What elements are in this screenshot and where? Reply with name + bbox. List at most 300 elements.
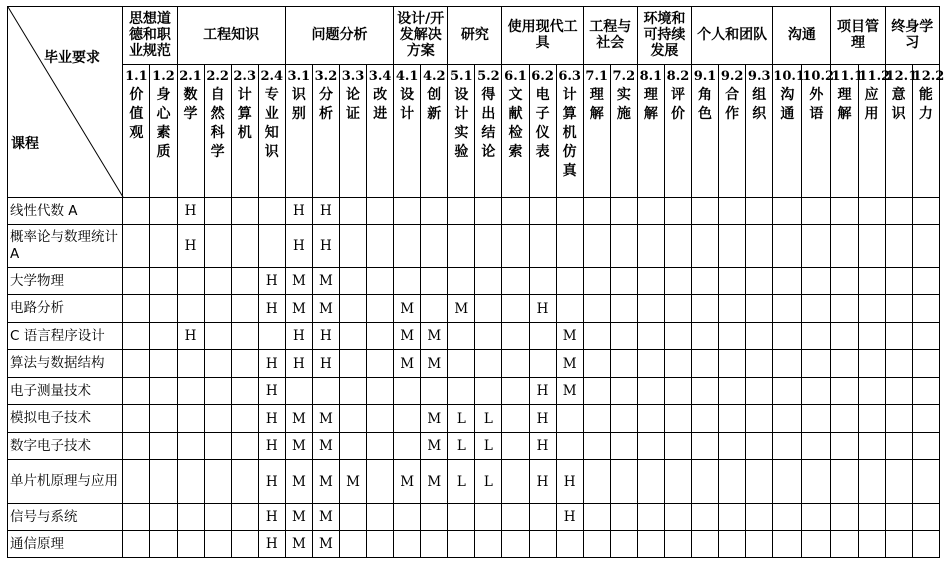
matrix-cell [177,504,204,531]
matrix-cell [692,378,719,405]
matrix-cell [773,350,802,378]
matrix-cell [475,225,502,268]
subcolumn-label: 设计实验 [454,86,469,160]
matrix-cell [719,460,746,504]
matrix-cell [448,225,475,268]
matrix-cell [204,531,231,558]
matrix-cell [367,378,394,405]
matrix-cell [858,295,885,323]
matrix-cell [529,504,556,531]
subcolumn-header [258,64,285,197]
matrix-cell [123,460,150,504]
matrix-cell [746,198,773,225]
matrix-cell [123,504,150,531]
matrix-cell: H [285,323,312,350]
matrix-cell [912,460,939,504]
subcolumn-number: 8.1 [639,68,663,84]
subcolumn-number: 7.2 [612,68,636,84]
matrix-cell [858,378,885,405]
matrix-cell [394,268,421,295]
matrix-cell [150,405,177,433]
matrix-cell [802,198,831,225]
subcolumn-header [367,64,394,197]
diagonal-line [8,7,123,197]
subcolumn-header [831,64,864,197]
table-row [8,350,940,378]
matrix-cell [802,460,831,504]
matrix-cell: M [421,433,448,460]
matrix-cell [831,268,858,295]
matrix-cell [773,378,802,405]
matrix-cell: H [312,350,339,378]
subcolumn-label: 识别 [291,86,306,122]
matrix-cell [692,295,719,323]
table-row [8,405,940,433]
matrix-cell [204,198,231,225]
matrix-cell: H [258,268,285,295]
subcolumn-label: 评价 [670,86,685,122]
matrix-cell [177,378,204,405]
matrix-cell [719,378,746,405]
matrix-cell: M [285,405,312,433]
matrix-cell [746,295,773,323]
matrix-cell [610,198,637,225]
matrix-cell [912,295,939,323]
matrix-cell [885,531,912,558]
matrix-cell: M [285,295,312,323]
matrix-cell [912,350,939,378]
subcolumn-label: 改进 [373,86,388,122]
matrix-cell [529,323,556,350]
matrix-cell [150,433,177,460]
matrix-cell: M [394,350,421,378]
matrix-cell [637,433,664,460]
matrix-cell [858,198,885,225]
matrix-cell [421,198,448,225]
matrix-cell [831,378,858,405]
matrix-cell [885,460,912,504]
matrix-cell [475,198,502,225]
subcolumn-header [610,64,637,197]
matrix-cell [692,225,719,268]
matrix-cell [529,268,556,295]
matrix-cell [831,460,858,504]
matrix-cell [692,350,719,378]
matrix-cell [556,268,583,295]
header-corner [8,7,123,198]
matrix-cell [123,268,150,295]
matrix-cell [204,460,231,504]
table-row [8,433,940,460]
matrix-cell [885,433,912,460]
subcolumn-label: 数学 [183,86,198,122]
matrix-cell [831,295,858,323]
matrix-cell [664,504,691,531]
matrix-cell [664,323,691,350]
matrix-cell [231,531,258,558]
matrix-cell: L [475,433,502,460]
matrix-cell [610,350,637,378]
subcolumn-number: 2.2 [206,68,229,84]
matrix-cell [502,323,529,350]
matrix-cell [150,198,177,225]
matrix-cell [858,268,885,295]
matrix-cell [502,350,529,378]
matrix-cell [204,225,231,268]
matrix-cell [123,198,150,225]
matrix-cell [339,198,366,225]
course-name: 通信原理 [8,531,123,558]
subcolumn-header [475,64,502,197]
matrix-cell [177,460,204,504]
matrix-cell [556,198,583,225]
matrix-cell: H [556,460,583,504]
matrix-cell [421,268,448,295]
subcolumn-header [231,64,258,197]
matrix-cell [583,433,610,460]
matrix-cell [421,378,448,405]
matrix-cell [610,405,637,433]
matrix-cell: L [475,405,502,433]
matrix-cell [637,295,664,323]
matrix-cell [339,225,366,268]
subcolumn-number: 5.1 [450,68,473,84]
subcolumn-number: 3.2 [314,68,338,84]
matrix-cell: H [177,225,204,268]
matrix-cell: H [312,198,339,225]
matrix-cell [583,460,610,504]
subcolumn-header [150,64,177,197]
matrix-cell [802,295,831,323]
subcolumn-label: 理解 [643,86,658,122]
matrix-cell [339,405,366,433]
matrix-cell [123,378,150,405]
matrix-cell [394,504,421,531]
matrix-cell [746,225,773,268]
matrix-cell [912,531,939,558]
matrix-cell: M [421,460,448,504]
matrix-cell [802,323,831,350]
matrix-cell: H [258,295,285,323]
matrix-cell [664,225,691,268]
matrix-cell [556,405,583,433]
matrix-cell [802,531,831,558]
subcolumn-header [339,64,366,197]
matrix-cell [912,378,939,405]
matrix-cell [367,460,394,504]
group-header: 项目管理 [831,7,885,65]
matrix-cell [339,295,366,323]
matrix-cell [858,405,885,433]
table-row [8,504,940,531]
matrix-cell [204,378,231,405]
matrix-cell: H [529,295,556,323]
matrix-cell: M [448,295,475,323]
matrix-cell [556,225,583,268]
matrix-cell [150,295,177,323]
course-name: 大学物理 [8,268,123,295]
matrix-cell [719,323,746,350]
matrix-cell [610,531,637,558]
matrix-cell [692,198,719,225]
matrix-cell: M [285,460,312,504]
matrix-cell [912,504,939,531]
subcolumn-header [556,64,583,197]
matrix-cell [858,433,885,460]
matrix-cell [773,433,802,460]
matrix-cell [150,268,177,295]
subcolumn-number: 12.1 [885,68,918,84]
group-header: 终身学习 [885,7,939,65]
matrix-cell: M [312,295,339,323]
matrix-cell [339,378,366,405]
matrix-cell [637,460,664,504]
subcolumn-label: 能力 [918,86,933,122]
matrix-cell [421,504,448,531]
matrix-cell: M [312,405,339,433]
matrix-cell [664,531,691,558]
subcolumn-label: 电子仪表 [535,86,550,160]
subcolumn-header [204,64,231,197]
matrix-cell [719,433,746,460]
subcolumn-header [692,64,719,197]
subcolumn-label: 分析 [318,86,333,122]
matrix-cell: M [312,504,339,531]
matrix-cell [150,225,177,268]
matrix-cell [831,433,858,460]
matrix-cell [692,323,719,350]
matrix-cell [204,268,231,295]
subcolumn-number: 6.3 [558,68,581,84]
matrix-cell [367,225,394,268]
matrix-cell [177,268,204,295]
group-header: 沟通 [773,7,831,65]
matrix-cell [231,433,258,460]
course-name: 模拟电子技术 [8,405,123,433]
matrix-cell [692,268,719,295]
matrix-cell [858,350,885,378]
matrix-cell: H [285,198,312,225]
matrix-cell [150,531,177,558]
matrix-cell [885,323,912,350]
subcolumn-label: 理解 [837,86,852,122]
subcolumn-header [583,64,610,197]
matrix-cell [637,225,664,268]
matrix-cell [773,323,802,350]
matrix-cell: H [556,504,583,531]
matrix-cell [610,225,637,268]
matrix-cell [583,225,610,268]
subcolumn-label: 意识 [891,86,906,122]
matrix-cell [802,405,831,433]
matrix-cell [773,460,802,504]
course-name: 单片机原理与应用 [8,460,123,504]
matrix-cell [802,504,831,531]
subcolumn-header [746,64,773,197]
matrix-cell [177,531,204,558]
matrix-cell [719,405,746,433]
matrix-cell [448,198,475,225]
matrix-cell: H [312,225,339,268]
matrix-cell [231,225,258,268]
subcolumn-label: 应用 [864,86,879,122]
matrix-cell [746,378,773,405]
matrix-cell [448,323,475,350]
matrix-cell [394,531,421,558]
matrix-cell [773,295,802,323]
group-header: 问题分析 [285,7,393,65]
matrix-cell [692,531,719,558]
matrix-cell [394,405,421,433]
matrix-cell [858,531,885,558]
matrix-cell: M [285,531,312,558]
matrix-cell [583,504,610,531]
matrix-cell [123,350,150,378]
matrix-cell [719,504,746,531]
matrix-cell: H [529,378,556,405]
course-name: 概率论与数理统计 A [8,225,123,268]
matrix-cell [637,378,664,405]
matrix-cell: H [258,350,285,378]
matrix-cell [610,433,637,460]
matrix-cell [885,378,912,405]
subcolumn-label: 角色 [698,86,713,122]
matrix-cell [150,323,177,350]
matrix-cell [502,378,529,405]
matrix-cell [502,295,529,323]
matrix-cell [231,268,258,295]
matrix-cell [556,433,583,460]
matrix-cell [123,323,150,350]
matrix-cell [204,350,231,378]
matrix-cell [664,433,691,460]
group-header: 使用现代工具 [502,7,583,65]
matrix-cell [204,504,231,531]
matrix-cell [285,378,312,405]
group-header: 设计/开发解决方案 [394,7,448,65]
matrix-cell [831,405,858,433]
matrix-cell [367,531,394,558]
matrix-cell [802,433,831,460]
matrix-cell [746,460,773,504]
matrix-cell [231,350,258,378]
subcolumn-number: 1.2 [152,68,175,84]
matrix-cell [123,225,150,268]
matrix-cell [502,433,529,460]
matrix-cell [123,433,150,460]
matrix-cell [258,198,285,225]
matrix-cell [746,433,773,460]
matrix-cell [502,460,529,504]
subcolumn-label: 外语 [809,86,824,122]
subcolumn-label: 实施 [616,86,631,122]
matrix-cell [664,268,691,295]
subcolumn-header [177,64,204,197]
matrix-cell: M [285,504,312,531]
matrix-cell: M [339,460,366,504]
subcolumn-label: 创新 [427,86,442,122]
matrix-cell [231,323,258,350]
matrix-cell [583,323,610,350]
subcolumn-label: 专业知识 [264,86,279,160]
matrix-cell [885,268,912,295]
matrix-cell: H [258,378,285,405]
matrix-cell [912,323,939,350]
matrix-cell [502,225,529,268]
subcolumn-header [664,64,691,197]
matrix-cell [637,350,664,378]
group-header: 工程与社会 [583,7,637,65]
subcolumn-label: 论证 [346,86,361,122]
matrix-cell: L [475,460,502,504]
matrix-cell [502,531,529,558]
subcolumn-header [885,64,918,197]
matrix-cell [339,268,366,295]
matrix-cell [637,405,664,433]
matrix-cell [583,198,610,225]
matrix-cell [885,295,912,323]
matrix-cell [583,378,610,405]
matrix-cell [773,504,802,531]
matrix-cell [746,350,773,378]
matrix-cell [637,268,664,295]
matrix-cell [664,295,691,323]
matrix-cell [529,531,556,558]
matrix-cell: H [285,350,312,378]
matrix-cell [637,531,664,558]
matrix-cell: M [312,433,339,460]
matrix-cell [123,295,150,323]
matrix-cell [912,225,939,268]
matrix-cell [367,350,394,378]
subcolumn-label: 设计 [400,86,415,122]
group-header: 思想道德和职业规范 [123,7,177,65]
matrix-cell: M [394,460,421,504]
matrix-cell [885,198,912,225]
table-row [8,268,940,295]
matrix-cell: M [421,350,448,378]
matrix-cell [858,504,885,531]
matrix-cell [802,350,831,378]
matrix-cell: M [556,350,583,378]
matrix-cell [123,405,150,433]
subcolumn-header [421,64,448,197]
matrix-cell: M [312,460,339,504]
matrix-cell [858,460,885,504]
subcolumn-number: 10.2 [802,68,835,84]
matrix-cell [912,268,939,295]
group-header: 环境和可持续发展 [637,7,691,65]
table-row [8,198,940,225]
matrix-cell [885,225,912,268]
matrix-cell [339,504,366,531]
matrix-cell [177,295,204,323]
matrix-cell [610,504,637,531]
matrix-cell [719,295,746,323]
subcolumn-number: 2.3 [233,68,257,84]
matrix-cell [637,323,664,350]
matrix-cell [746,268,773,295]
matrix-cell [394,378,421,405]
matrix-cell [367,433,394,460]
matrix-cell [719,531,746,558]
subcolumn-label: 自然科学 [210,86,225,160]
matrix-cell [448,350,475,378]
subcolumn-number: 11.1 [831,68,864,84]
matrix-cell: H [258,531,285,558]
matrix-cell [448,378,475,405]
matrix-cell [529,350,556,378]
